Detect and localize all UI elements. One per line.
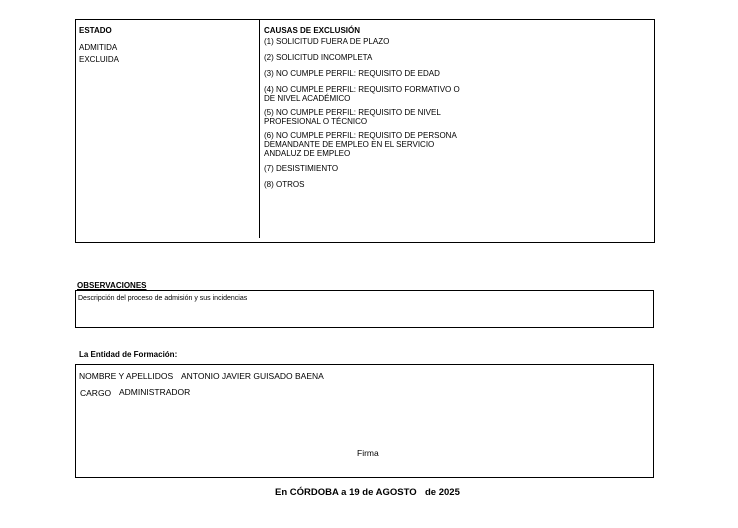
causa-item: (4) NO CUMPLE PERFIL: REQUISITO FORMATIVO O DE NIVEL ACADÉMICO [264, 85, 460, 103]
estado-option-admitida: ADMITIDA [79, 43, 118, 52]
cargo-label: CARGO [80, 388, 112, 398]
observaciones-heading: OBSERVACIONES [77, 281, 147, 290]
causa-item: (5) NO CUMPLE PERFIL: REQUISITO DE NIVEL PROFESIONAL O TÉCNICO [264, 108, 441, 126]
entidad-box [75, 364, 654, 478]
causa-item: (2) SOLICITUD INCOMPLETA [264, 53, 373, 62]
cargo-value: ADMINISTRADOR [119, 387, 191, 397]
observaciones-text: Descripción del proceso de admisión y sus incidencias [78, 295, 248, 302]
causa-item: (7) DESISTIMIENTO [264, 164, 339, 173]
nombre-label: NOMBRE Y APELLIDOS [79, 371, 174, 381]
causas-heading: CAUSAS DE EXCLUSIÓN [264, 26, 361, 35]
causa-item: (1) SOLICITUD FUERA DE PLAZO [264, 37, 390, 46]
causa-item: (8) OTROS [264, 180, 305, 189]
firma-label: Firma [357, 448, 379, 458]
column-divider [259, 20, 260, 238]
nombre-value: ANTONIO JAVIER GUISADO BAENA [181, 371, 324, 381]
year: de 2025 [425, 487, 460, 498]
entidad-heading: La Entidad de Formación: [79, 350, 178, 359]
estado-heading: ESTADO [79, 26, 112, 35]
causa-item: (3) NO CUMPLE PERFIL: REQUISITO DE EDAD [264, 69, 440, 78]
place-date: En CÓRDOBA a 19 de AGOSTO [275, 487, 417, 498]
estado-option-excluida: EXCLUIDA [79, 55, 120, 64]
causa-item: (6) NO CUMPLE PERFIL: REQUISITO DE PERSONA DEMANDANTE DE EMPLEO EN EL SERVICIO ANDALUZ DE EMPLEO [264, 131, 457, 158]
